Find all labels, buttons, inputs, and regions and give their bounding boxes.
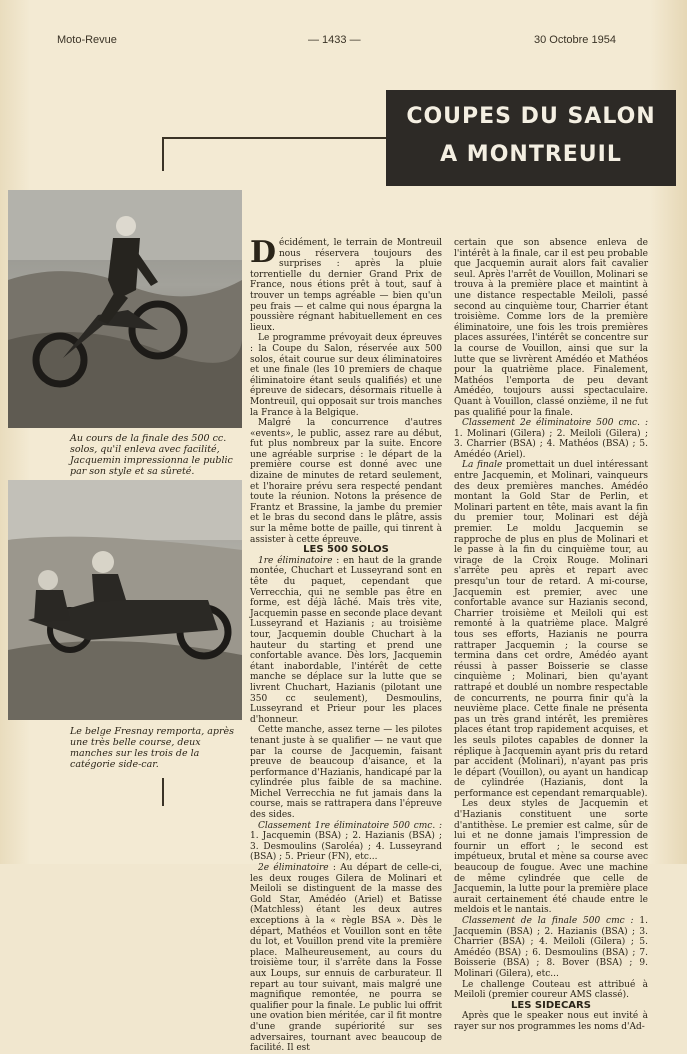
- article-intro: écidément, le terrain de Montreuil nous réservera toujours des surprises : après la pluie torrentielle du dernier Grand Prix de France, nous étions prêt à tout, sauf à trouver un temps agréable — bien qu'un peu frais — et calme qui nous épargna la poussière régnant habituellement en ces lieux.: [250, 238, 442, 333]
- article-paragraph: : en haut de la grande montée, Chuchart et Lusseyrand sont en tête du paquet, cependant que Verrecchia, qui ne semble pas être en forme, est déjà lâché. Mais très vite, Jacquemin passe en seconde place devant Lusseyrand et Hazianis ; au troisième tour, Jacquemin double Chuchart à la hauteur du starting et prend une confortable avance. Dès lors, Jacquemin étant inabordable, l'intérêt de cette manche se déplace sur la lutte que se livrent Chuchart, Hazianis (pilotant une 350 cc seulement), Desmoulins, Lusseyrand et Prieur pour les places d'honneur.: [250, 555, 442, 725]
- article-paragraph: Les deux styles de Jacquemin et d'Hazianis constituent une sorte d'antithèse. Le premier est calme, sûr de lui et ne donne jamais l'impression de fournir un effort ; le second est impétueux, brutal et mène sa course avec beaucoup de fougue. Avec une machine de même cylindrée que celle de Jacquemin, la lutte pour la première place aurait certainement été chaude entre le meldois et le nantais.: [454, 799, 648, 916]
- decorative-rule-horizontal: [162, 137, 386, 139]
- paragraph-label: 2e éliminatoire: [258, 863, 329, 874]
- article-paragraph: certain que son absence enleva de l'intérêt à la finale, car il est peu probable que Jacquemin aurait alors fait cavalier seul. Après l'arrêt de Vouillon, Molinari se trouva à la première place et maintint à une distance respectable Meiloli, passé second au cinquième tour, Charrier étant troisième. Comme lors de la première éliminatoire, une fois les trois premières places assurées, l'intérêt se concentre sur la course de Vouillon, ainsi que sur la lutte que se livrèrent Amédéo et Mathéos pour la quatrième place. Finalement, Mathéos l'emporta de peu devant Amédéo, toujours aussi spectaculaire. Quant à Vouillon, classé onzième, il ne fut pas qualifié pour la finale.: [454, 238, 648, 418]
- section-heading-sidecars: LES SIDECARS: [511, 999, 591, 1011]
- article-title-line2: A MONTREUIL: [440, 142, 622, 167]
- article-title-line1: COUPES DU SALON: [406, 104, 656, 129]
- section-heading-solos: LES 500 SOLOS: [303, 544, 389, 556]
- page-number: — 1433 —: [308, 34, 361, 46]
- article-paragraph: Le programme prévoyait deux épreuves : la Coupe du Salon, réservée aux 500 solos, était courue sur deux éliminatoires et une finale (les 10 premiers de chaque éliminatoire étant seuls qualifiés) et une épreuve de sidecars, désormais rituelle à Montreuil, qui opposait sur trois manches la France à la Belgique.: [250, 333, 442, 418]
- article-paragraph: Après que le speaker nous eut invité à rayer sur nos programmes les noms d'Ad-: [454, 1011, 648, 1032]
- decorative-rule-vertical: [162, 137, 164, 171]
- article-paragraph: Cette manche, assez terne — les pilotes tenant juste à se qualifier — ne vaut que par la course de Jacquemin, faisant preuve de beaucoup d'aisance, et la performance d'Hazianis, handicapé par la cylindrée plus faible de sa machine. Michel Verrecchia ne fut jamais dans la course, mais se rattrapera dans l'épreuve des sides.: [250, 725, 442, 821]
- article-column-middle: [250, 235, 442, 1054]
- issue-date: 30 Octobre 1954: [534, 34, 616, 46]
- photo-fresnay-sidecar: [8, 480, 242, 720]
- decorative-rule-vertical-bottom: [162, 778, 164, 806]
- drop-cap: D: [250, 235, 277, 270]
- article-paragraph: Malgré la concurrence d'autres «events», le public, assez rare au début, fut plus nombreux par la suite. Encore une agréable surprise : le départ de la première course est donné avec une dizaine de minutes de retard seulement, et l'horaire prévu sera respecté pendant toute la réunion. Notons la présence de Frantz et Brassine, la jambe du premier et le bras du second dans le plâtre, assis sur la même botte de paille, qui tinrent à assister à cette épreuve.: [250, 418, 442, 545]
- article-column-right: [454, 238, 648, 1032]
- photo-jacquemin-solo: [8, 190, 242, 428]
- article-paragraph: promettait un duel intéressant entre Jacquemin, et Molinari, vainqueurs des deux premières manches. Amédéo montant la Gold Star de Perlin, et Molinari partent en tête, mais avant la fin du premier tour, Molinari est déjà premier. Le moldu Jacquemin se rapproche de plus en plus de Molinari et le passe à la fin du cinquième tour, au virage de la Croix Rouge. Molinari s'arrête peu après et repart avec presqu'un tour de retard. A mi-course, Jacquemin est premier, avec une confortable avance sur Hazianis second, Charrier troisième et Meiloli qui est remonté à la quatrième place. Malgré tous ses efforts, Hazianis ne pourra rattraper Jacquemin ; la course se termina dans cet ordre, Amédéo ayant réussi à passer Boisserie se classe cinquième ; Molinari, bien qu'ayant rattrapé et doublé un nombre respectable de concurrents, ne pourra finir qu'à la neuvième place. Cette finale ne présenta pas un très grand intérêt, les premières places étant trop rapidement acquises, et les seuls pilotes capables de donner la réplique à Jacquemin ayant pris du retard par accident (Molinari), n'ayant pas pris le départ (Vouillon), ou ayant un handicap de cylindrée (Hazianis, dont la performance est cependant remarquable).: [454, 460, 648, 799]
- paragraph-label: Classement 2e éliminatoire 500 cmc. :: [462, 418, 648, 429]
- results-list: 1. Jacquemin (BSA) ; 2. Hazianis (BSA) ; 3. Desmoulins (Saroléa) ; 4. Lusseyrand (BSA) ; 5. Prieur (FN), etc...: [250, 831, 442, 863]
- article-title-box: [386, 90, 676, 186]
- paragraph-label: Classement de la finale 500 cmc :: [462, 916, 634, 926]
- article-paragraph: : Au départ de celle-ci, les deux rouges Gilera de Molinari et Meiloli se distinguent de la masse des Gold Star, Amédéo (Ariel) et Batisse (Matchless) étant les deux autres exceptions à la « règle BSA ». Dès le départ, Mathéos et Vouillon sont en tête du lot, et Vouillon prend vite la première place. Malheureusement, au cours du troisième tour, il s'arrête dans la Fosse aux Loups, sur ennuis de carburateur. Il repart au tour suivant, mais malgré une magnifique remontée, ne pourra se qualifier pour la finale. Le public lui offrit une ovation bien méritée, car il fit montre d'une grande supériorité sur ses adversaires, tournant avec beaucoup de facilité. Il est: [250, 863, 442, 1054]
- photo2-caption: Le belge Fresnay remporta, après une très belle course, deux manches sur les trois de la catégorie side-car.: [70, 726, 235, 770]
- results-list: 1. Jacquemin (BSA) ; 2. Hazianis (BSA) ; 3. Charrier (BSA) ; 4. Meiloli (Gilera) ; 5. Amédéo (BSA) ; 6. Desmoulins (BSA) ; 7. Boisserie (BSA) ; 8. Bover (BSA) ; 9. Molinari (Gilera), etc...: [454, 916, 648, 979]
- paragraph-label: La finale: [462, 460, 503, 471]
- paragraph-label: 1re éliminatoire: [258, 555, 333, 566]
- magazine-name: Moto-Revue: [57, 34, 117, 46]
- paragraph-label: Classement 1re éliminatoire 500 cmc. :: [258, 820, 442, 831]
- photo1-caption: Au cours de la finale des 500 cc. solos, qu'il enleva avec facilité, Jacquemin impressionna le public par son style et sa sûreté.: [70, 433, 233, 477]
- article-paragraph: Le challenge Couteau est attribué à Meiloli (premier coureur AMS classé).: [454, 979, 648, 1001]
- results-list: 1. Molinari (Gilera) ; 2. Meiloli (Gilera) ; 3. Charrier (BSA) ; 4. Mathéos (BSA) ; 5. Amédéo (Ariel).: [454, 428, 648, 460]
